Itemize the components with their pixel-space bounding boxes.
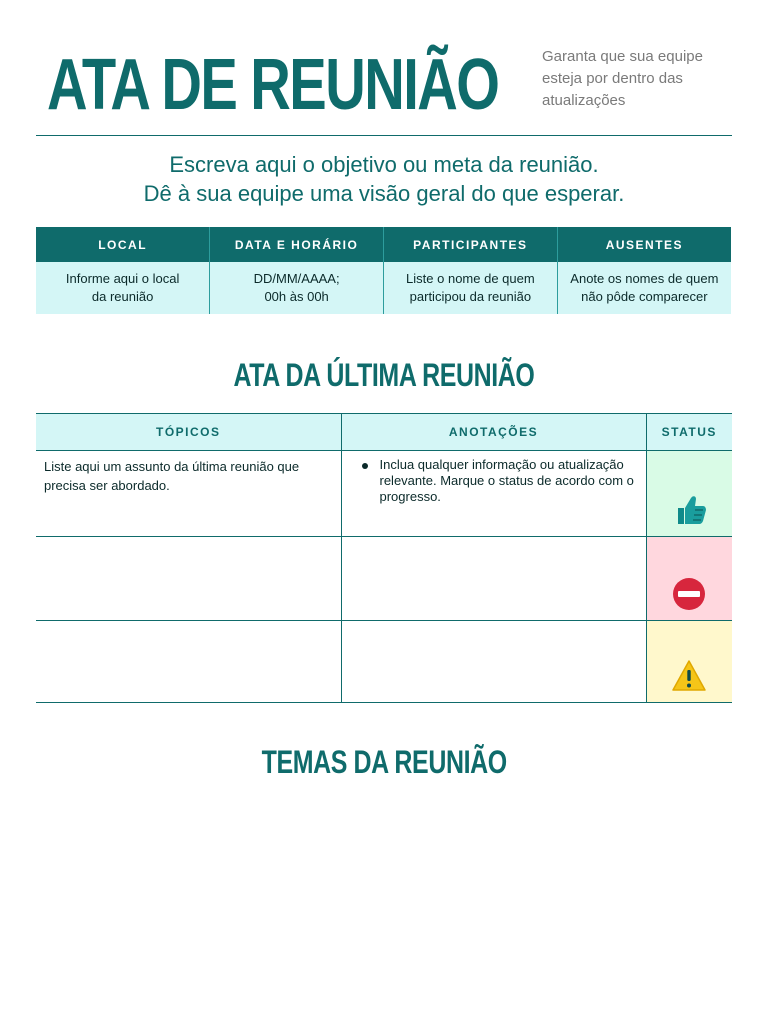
warning-icon (671, 658, 707, 694)
header-topics: TÓPICOS (36, 414, 341, 451)
cell-absentees[interactable] (557, 262, 731, 314)
header-date-time: DATA E HORÁRIO (210, 227, 384, 262)
last-meeting-table (36, 413, 732, 703)
info-header-row (36, 227, 731, 262)
notes-cell[interactable] (341, 537, 646, 621)
objective-line-2: Dê à sua equipe uma visão geral do que esperar. (143, 181, 625, 206)
meeting-topics-title (36, 744, 732, 781)
cell-local-line-1: Informe aqui o local (65, 271, 180, 286)
header-absentees: AUSENTES (557, 227, 731, 262)
cell-date-line-1: DD/MM/AAAA; (253, 271, 340, 286)
header-tagline: Garanta que sua equipe esteja por dentro das atualizações (542, 48, 703, 109)
status-cell-blocked[interactable] (646, 537, 732, 621)
last-meeting-title (36, 357, 732, 394)
table-row (36, 537, 732, 621)
cell-participants[interactable] (384, 262, 558, 314)
thumbs-up-icon (671, 492, 707, 528)
cell-date-time[interactable] (210, 262, 384, 314)
no-entry-icon (671, 576, 707, 612)
header-status: STATUS (646, 414, 732, 451)
header-local: LOCAL (36, 227, 210, 262)
meeting-info-table (36, 227, 731, 314)
cell-participants-line-2: participou da reunião (409, 289, 532, 304)
cell-local-line-2: da reunião (91, 289, 154, 304)
header-notes: ANOTAÇÕES (341, 414, 646, 451)
status-cell-pending[interactable] (646, 621, 732, 703)
document-header (36, 30, 732, 136)
cell-participants-line-1: Liste o nome de quem (406, 271, 535, 286)
note-bullet: Inclua qualquer informação ou atualização relevante. Marque o status de acordo com o progresso. (362, 457, 636, 505)
objective-line-1: Escreva aqui o objetivo ou meta da reunião. (169, 152, 599, 177)
meeting-objective (36, 150, 732, 208)
status-cell-done[interactable] (646, 451, 732, 537)
topic-cell[interactable] (36, 621, 341, 703)
header-participants: PARTICIPANTES (384, 227, 558, 262)
notes-cell[interactable] (341, 451, 646, 537)
cell-absentees-line-1: Anote os nomes de quem (570, 271, 719, 286)
info-value-row (36, 262, 731, 314)
notes-cell[interactable] (341, 621, 646, 703)
meeting-topics-title-text: TEMAS DA REUNIÃO (261, 744, 507, 780)
table-row (36, 621, 732, 703)
cell-absentees-line-2: não pôde comparecer (581, 289, 708, 304)
table-row (36, 451, 732, 537)
last-meeting-title-text: ATA DA ÚLTIMA REUNIÃO (233, 357, 535, 393)
cell-local[interactable] (36, 262, 210, 314)
topic-cell[interactable] (36, 537, 341, 621)
topic-cell[interactable]: Liste aqui um assunto da última reunião que precisa ser abordado. (36, 451, 341, 537)
cell-date-line-2: 00h às 00h (264, 289, 329, 304)
minutes-header-row (36, 414, 732, 451)
page-title: ATA DE REUNIÃO (47, 45, 499, 125)
